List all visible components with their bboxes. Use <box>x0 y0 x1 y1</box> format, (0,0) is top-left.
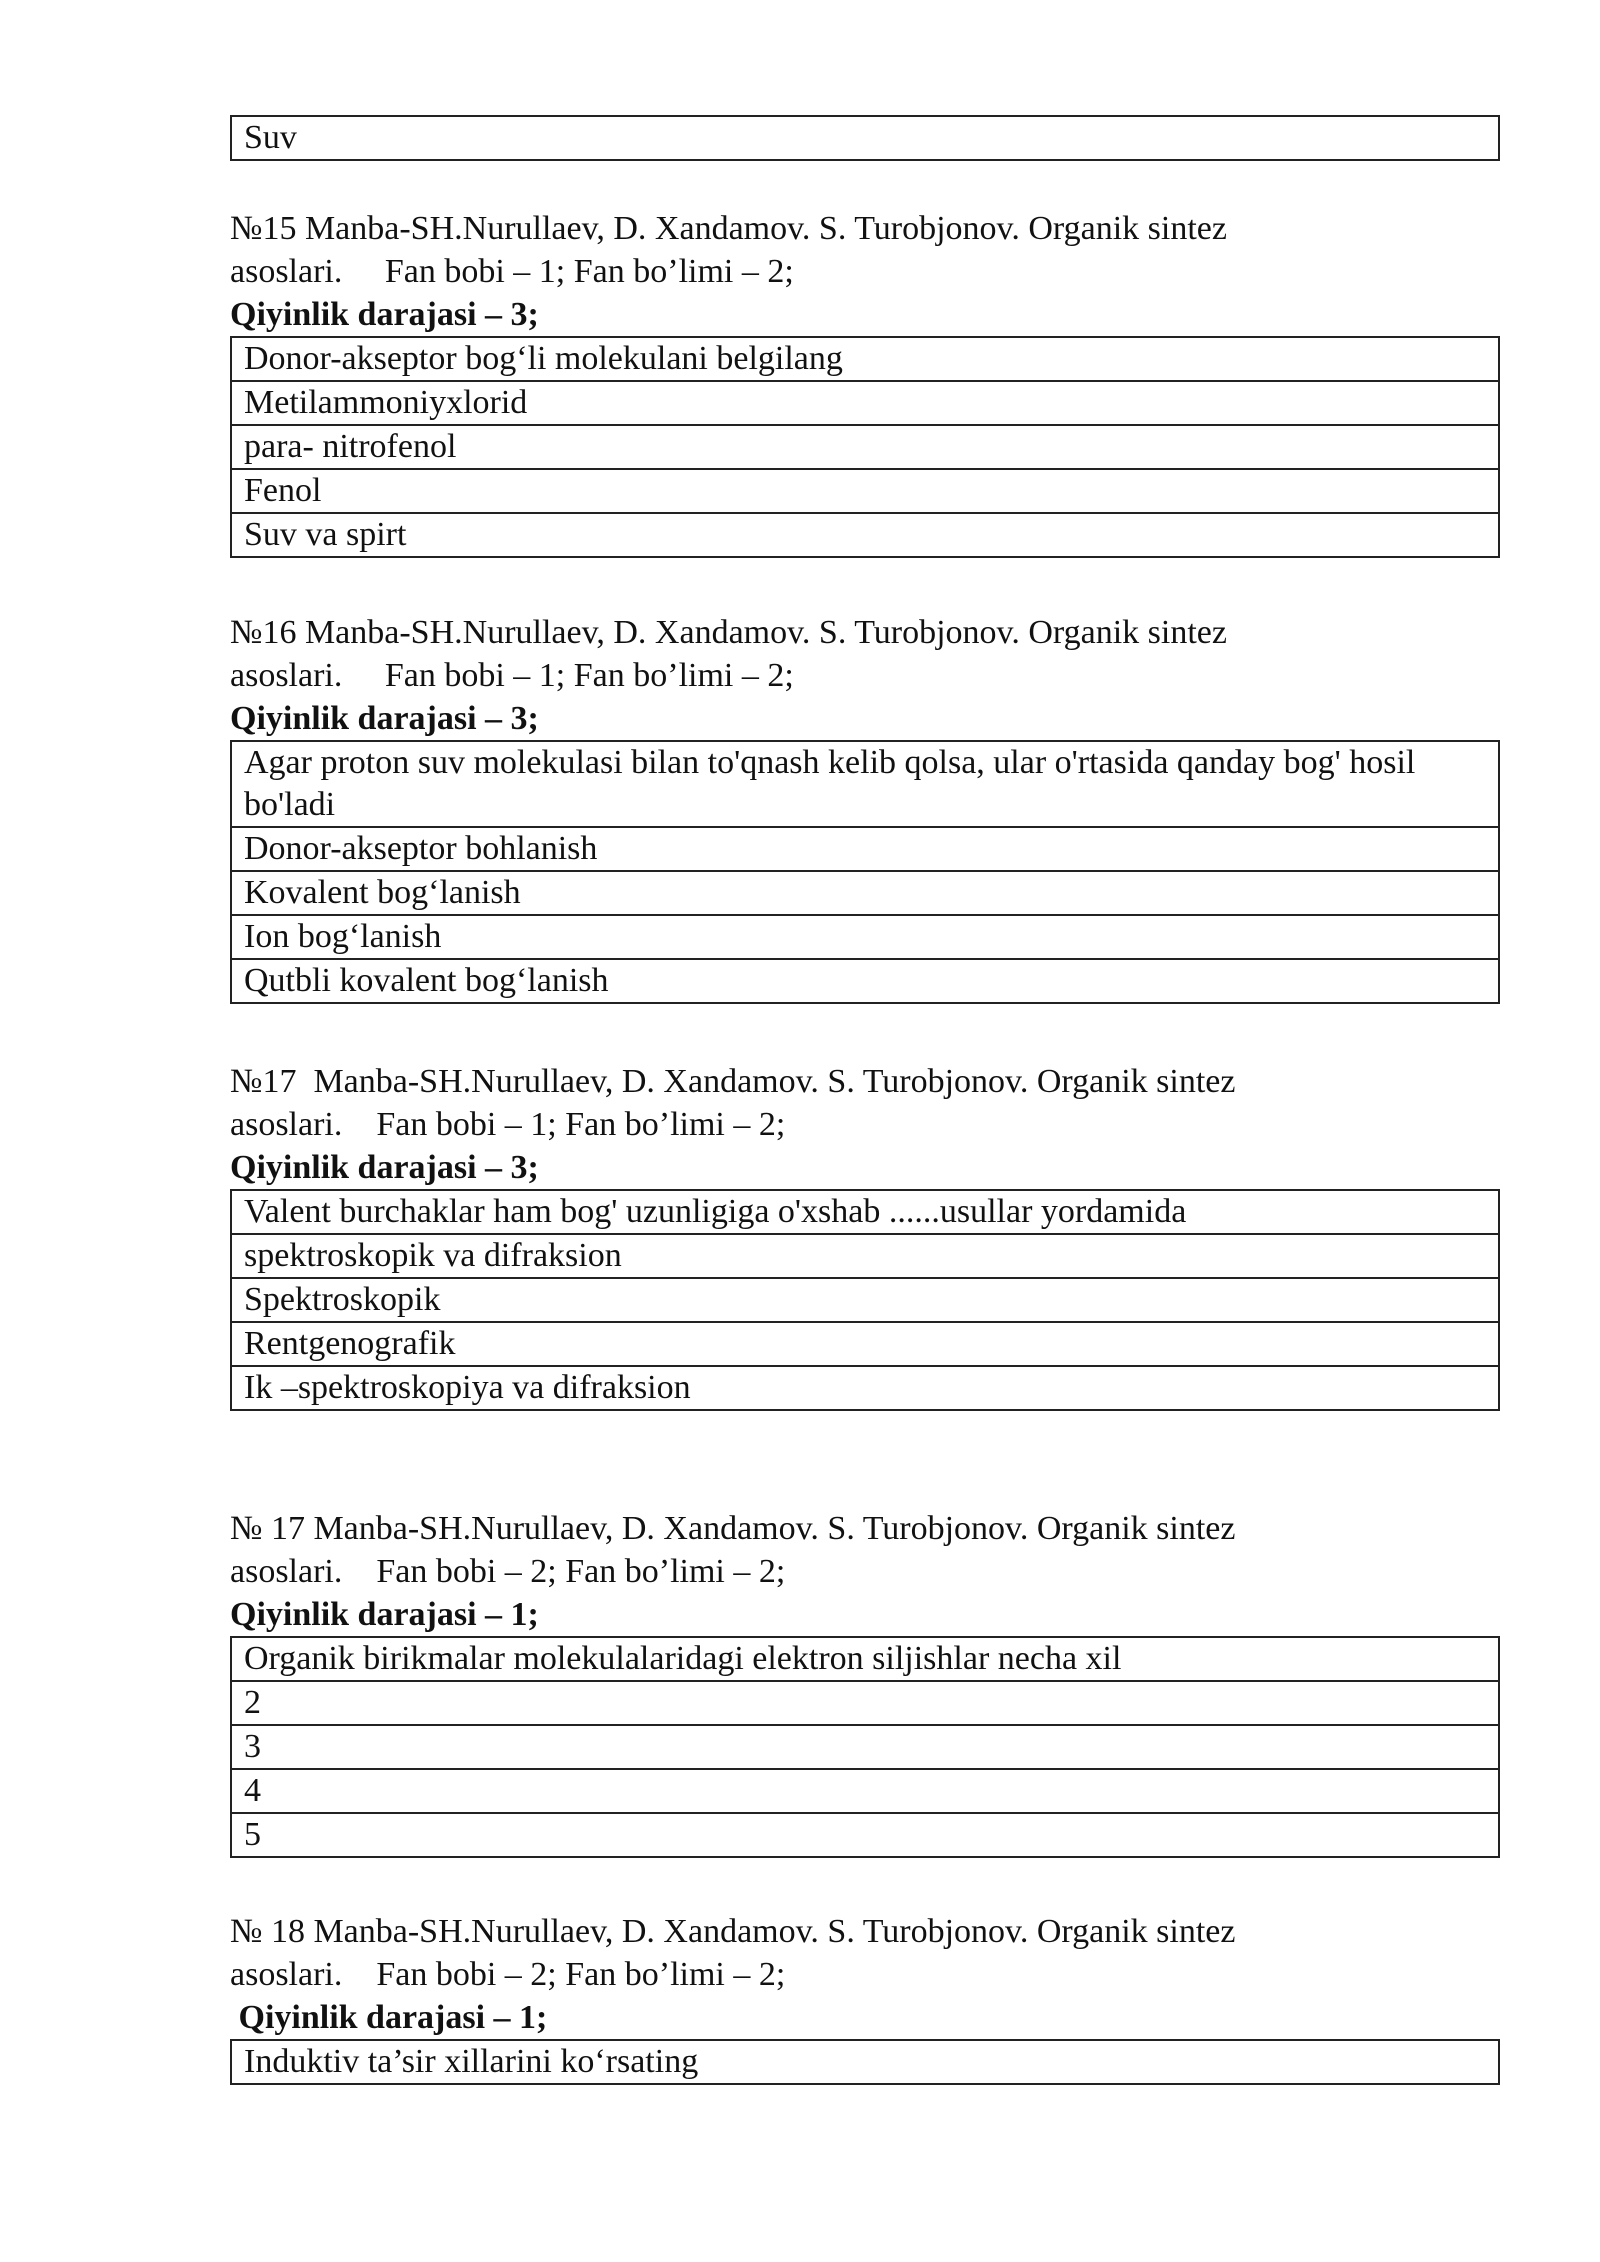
table-cell: Suv <box>231 116 1499 160</box>
answer-option-row <box>231 827 1499 871</box>
question-block-17b <box>230 1507 1500 1858</box>
question-text: Induktiv ta’sir xillarini ko‘rsating <box>231 2040 1499 2084</box>
question-source-line: № 17 Manba-SH.Nurullaev, D. Xandamov. S. Turobjonov. Organik sintez <box>230 1510 1236 1547</box>
question-row <box>231 741 1499 827</box>
question-section-line: asoslari. Fan bobi – 2; Fan bo’limi – 2; <box>230 1553 786 1590</box>
question-block-18 <box>230 1910 1500 2085</box>
question-table <box>230 336 1500 558</box>
question-text: Valent burchaklar ham bog' uzunligiga o'xshab ......usullar yordamida <box>231 1190 1499 1234</box>
question-section-line: asoslari. Fan bobi – 1; Fan bo’limi – 2; <box>230 253 794 290</box>
question-text: Organik birikmalar molekulalaridagi elektron siljishlar necha xil <box>231 1637 1499 1681</box>
answer-option-row <box>231 871 1499 915</box>
answer-option: Ik –spektroskopiya va difraksion <box>231 1366 1499 1410</box>
difficulty-level: Qiyinlik darajasi – 1; <box>230 1596 539 1633</box>
answer-option: 2 <box>231 1681 1499 1725</box>
difficulty-level: Qiyinlik darajasi – 3; <box>230 1149 539 1186</box>
question-source-line: №15 Manba-SH.Nurullaev, D. Xandamov. S. Turobjonov. Organik sintez <box>230 210 1227 247</box>
answer-option-row <box>231 469 1499 513</box>
answer-option: spektroskopik va difraksion <box>231 1234 1499 1278</box>
answer-option-row <box>231 381 1499 425</box>
difficulty-level: Qiyinlik darajasi – 3; <box>230 700 539 737</box>
answer-option-row <box>231 959 1499 1003</box>
answer-option-row <box>231 1234 1499 1278</box>
answer-option-row <box>231 915 1499 959</box>
answer-option: Spektroskopik <box>231 1278 1499 1322</box>
question-section-line: asoslari. Fan bobi – 1; Fan bo’limi – 2; <box>230 1106 786 1143</box>
answer-option: Ion bog‘lanish <box>231 915 1499 959</box>
answer-option-row <box>231 1681 1499 1725</box>
answer-option-row <box>231 1278 1499 1322</box>
question-block-16 <box>230 611 1500 1004</box>
table-row <box>231 116 1499 160</box>
answer-option: Suv va spirt <box>231 513 1499 557</box>
answer-option-row <box>231 1366 1499 1410</box>
answer-option: Kovalent bog‘lanish <box>231 871 1499 915</box>
question-block-15 <box>230 207 1500 558</box>
answer-option-row <box>231 1813 1499 1857</box>
question-source-line: №17 Manba-SH.Nurullaev, D. Xandamov. S. Turobjonov. Organik sintez <box>230 1063 1236 1100</box>
question-section-line: asoslari. Fan bobi – 2; Fan bo’limi – 2; <box>230 1956 786 1993</box>
question-source-line: №16 Manba-SH.Nurullaev, D. Xandamov. S. Turobjonov. Organik sintez <box>230 614 1227 651</box>
answer-option-row <box>231 513 1499 557</box>
answer-option: Rentgenografik <box>231 1322 1499 1366</box>
answer-option: para- nitrofenol <box>231 425 1499 469</box>
answer-option-row <box>231 425 1499 469</box>
top-answer-table <box>230 115 1500 161</box>
answer-option: Qutbli kovalent bog‘lanish <box>231 959 1499 1003</box>
answer-option-row <box>231 1322 1499 1366</box>
answer-option: 5 <box>231 1813 1499 1857</box>
question-table <box>230 1636 1500 1858</box>
question-block-17 <box>230 1060 1500 1411</box>
answer-option-row <box>231 1769 1499 1813</box>
answer-option: Metilammoniyxlorid <box>231 381 1499 425</box>
difficulty-level: Qiyinlik darajasi – 1; <box>230 1999 548 2036</box>
difficulty-level: Qiyinlik darajasi – 3; <box>230 296 539 333</box>
question-row <box>231 1637 1499 1681</box>
question-section-line: asoslari. Fan bobi – 1; Fan bo’limi – 2; <box>230 657 794 694</box>
answer-option: 3 <box>231 1725 1499 1769</box>
question-table <box>230 740 1500 1004</box>
question-table <box>230 2039 1500 2085</box>
answer-option: Fenol <box>231 469 1499 513</box>
top-answer-table-block <box>230 115 1500 161</box>
question-row <box>231 337 1499 381</box>
question-row <box>231 1190 1499 1234</box>
question-table <box>230 1189 1500 1411</box>
question-source-line: № 18 Manba-SH.Nurullaev, D. Xandamov. S. Turobjonov. Organik sintez <box>230 1913 1236 1950</box>
answer-option-row <box>231 1725 1499 1769</box>
answer-option: 4 <box>231 1769 1499 1813</box>
question-text: Agar proton suv molekulasi bilan to'qnash kelib qolsa, ular o'rtasida qanday bog' hosil bo'ladi <box>231 741 1499 827</box>
question-text: Donor-akseptor bog‘li molekulani belgilang <box>231 337 1499 381</box>
answer-option: Donor-akseptor bohlanish <box>231 827 1499 871</box>
question-row <box>231 2040 1499 2084</box>
